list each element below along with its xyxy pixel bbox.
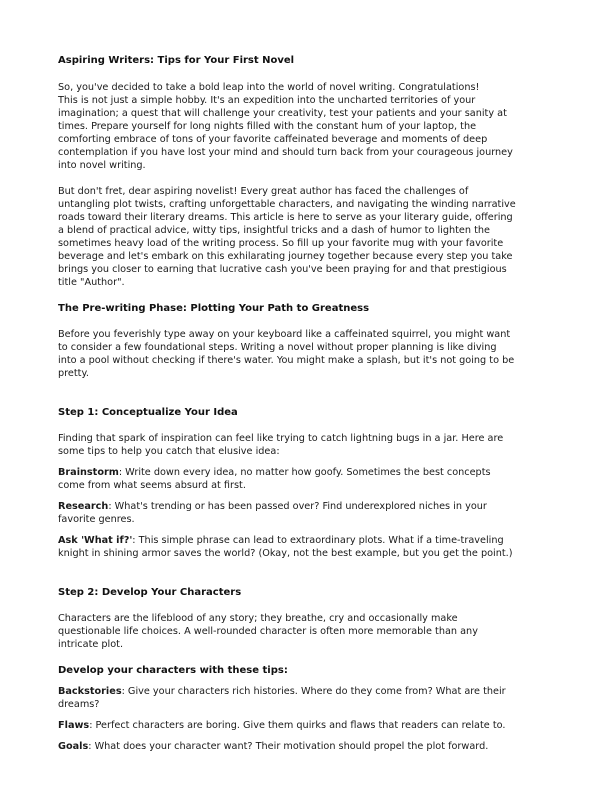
tip-text: : Write down every idea, no matter how goofy. Sometimes the best concepts come from what seems absurd at first. xyxy=(58,467,491,491)
intro-paragraph-2: But don't fret, dear aspiring novelist! Every great author has faced the challenges of untangling plot twists, crafting unforgettable characters, and navigating the winding narrative roads toward their literary dreams. This article is here to serve as your literary guide, offering a blend of practical advice, witty tips, insightful tricks and a dash of humor to lighten the sometimes heavy load of the writing process. So fill up your favorite mug with your favorite beverage and let's embark on this exhilarating journey together because every step you take brings you closer to earning that lucrative cash you've been praying for and that prestigious title "Author". xyxy=(58,186,516,288)
tip-term: Ask 'What if?' xyxy=(58,535,133,546)
step2-heading: Step 2: Develop Your Characters xyxy=(58,587,242,598)
step1-tip-brainstorm xyxy=(58,466,558,492)
tip-term: Research xyxy=(58,501,109,512)
page-title: Aspiring Writers: Tips for Your First Novel xyxy=(58,55,295,66)
step2-tip-backstories xyxy=(58,685,558,711)
tip-text: : Give your characters rich histories. Where do they come from? What are their dreams? xyxy=(58,686,506,710)
step1-tip-ask-what-if xyxy=(58,534,558,560)
step1-paragraph: Finding that spark of inspiration can feel like trying to catch lightning bugs in a jar. Here are some tips to help you catch that elusive idea: xyxy=(58,433,504,457)
tip-term: Backstories xyxy=(58,686,122,697)
tip-text: : Perfect characters are boring. Give them quirks and flaws that readers can relate to. xyxy=(89,720,506,731)
step1-tip-research xyxy=(58,500,558,526)
prewriting-heading: The Pre-writing Phase: Plotting Your Path to Greatness xyxy=(58,303,370,314)
prewriting-paragraph: Before you feverishly type away on your keyboard like a caffeinated squirrel, you might want to consider a few foundational steps. Writing a novel without proper planning is like diving into a pool without checking if there's water. You might make a splash, but it's not going to be pretty. xyxy=(58,329,515,379)
tip-text: : What's trending or has been passed over? Find underexplored niches in your favorite genres. xyxy=(58,501,487,525)
document-page xyxy=(58,54,558,753)
tip-term: Goals xyxy=(58,741,89,752)
tip-term: Brainstorm xyxy=(58,467,119,478)
step2-paragraph: Characters are the lifeblood of any story; they breathe, cry and occasionally make questionable life choices. A well-rounded character is often more memorable than any intricate plot. xyxy=(58,613,478,650)
step2-tip-flaws xyxy=(58,719,558,732)
tip-text: : What does your character want? Their motivation should propel the plot forward. xyxy=(88,741,489,752)
step2-tip-goals xyxy=(58,740,558,753)
tip-term: Flaws xyxy=(58,720,90,731)
step1-heading: Step 1: Conceptualize Your Idea xyxy=(58,407,238,418)
tip-text: : This simple phrase can lead to extraordinary plots. What if a time-traveling knight in shining armor saves the world? (Okay, not the best example, but you get the point.) xyxy=(58,535,513,559)
step2-sub-heading: Develop your characters with these tips: xyxy=(58,665,288,676)
intro-paragraph-1: So, you've decided to take a bold leap into the world of novel writing. Congratulations! This is not just a simple hobby. It's an expedition into the uncharted territories of your imagination; a quest that will challenge your creativity, test your patients and your sanity at times. Prepare yourself for long nights filled with the constant hum of your laptop, the comforting embrace of tons of your favorite caffeinated beverage and moments of deep contemplation if you have lost your mind and should turn back from your courageous journey into novel writing. xyxy=(58,82,513,171)
